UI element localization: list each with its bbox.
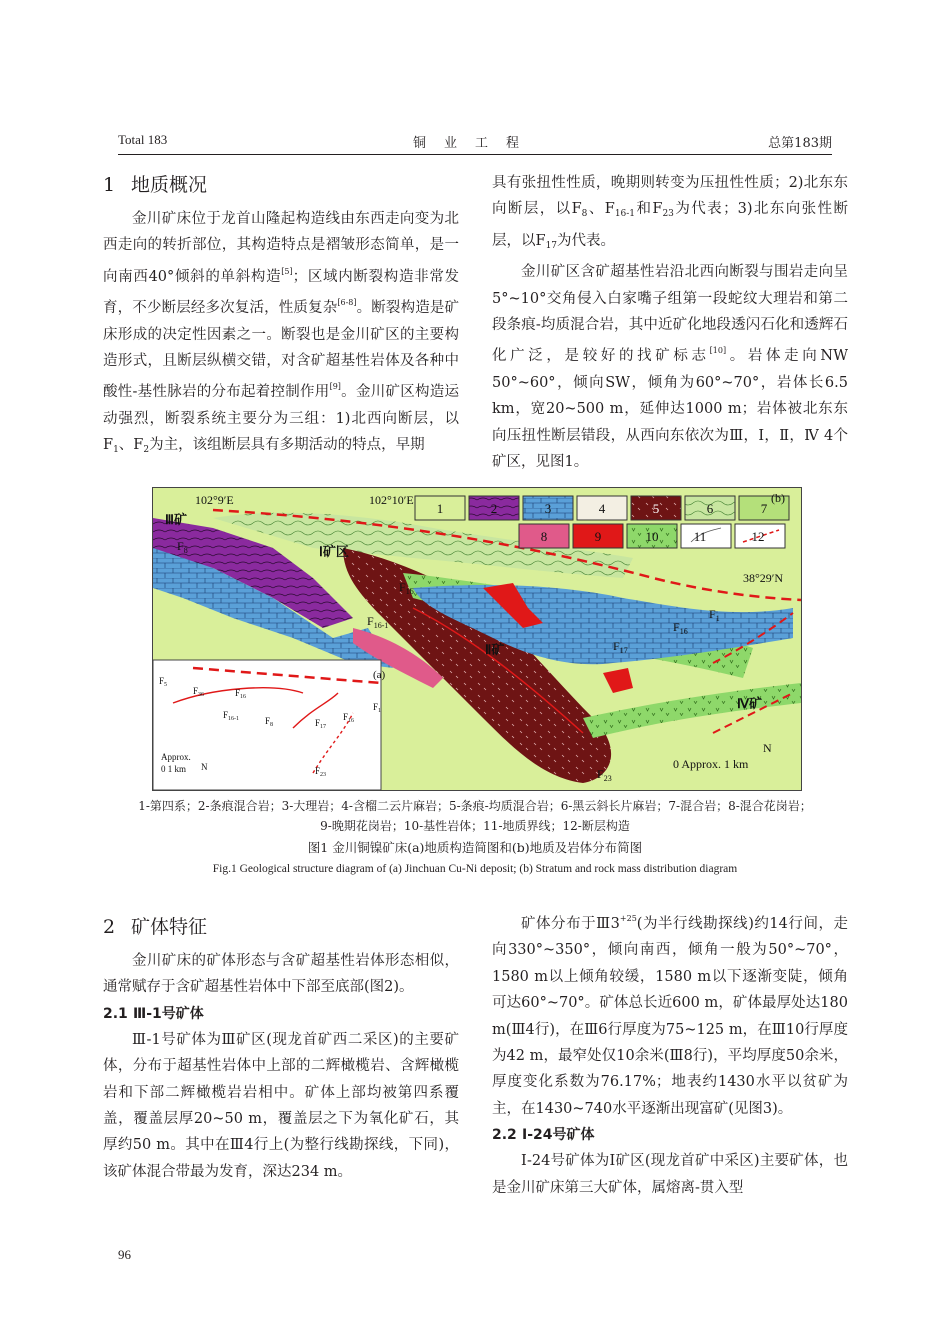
header-rule bbox=[118, 154, 832, 155]
header-issue: 总第183期 bbox=[768, 136, 832, 151]
svg-text:F36: $F_{36}$ bbox=[193, 686, 205, 698]
section-1-heading: 1 地质概况 bbox=[103, 174, 208, 196]
header-total: Total 183 bbox=[118, 132, 168, 147]
svg-text:5: 5 bbox=[652, 501, 660, 516]
para-orebody-i24: Ⅰ-24号矿体为Ⅰ矿区(现龙首矿中采区)主要矿体，也是金川矿床第三大矿体，属熔离-贯入型 bbox=[492, 1153, 848, 1196]
svg-text:3: 3 bbox=[544, 501, 552, 516]
para-rockmass: 金川矿区含矿超基性岩沿北西向断裂与围岩走向呈5°~10°交角侵入白家嘴子组第一段蛇纹大理岩和第二段条痕-均质混合岩，其中近矿化地段透闪石化和透辉石化广泛，是较好的找矿标志[10]。岩体走向NW 50°~60°，倾向SW，倾角为60°~70°，岩体长6.5 km，宽20~500 m，延伸达1000 m；岩体被北东东向压扭性断层错段，从西向东依次为Ⅲ，Ⅰ，Ⅱ，Ⅳ 4个矿区，见图1。 bbox=[492, 264, 849, 471]
svg-text:F16: $F_{16}$ bbox=[673, 620, 688, 636]
svg-text:Ⅲ矿: Ⅲ矿 bbox=[165, 512, 187, 527]
svg-text:F1: $F_1$ bbox=[373, 702, 382, 714]
left-column-top bbox=[103, 170, 459, 464]
svg-text:F23: $F_{23}$ bbox=[597, 767, 612, 783]
svg-text:F8: $F_8$ bbox=[265, 716, 274, 728]
svg-text:0 Approx. 1 km: 0 Approx. 1 km bbox=[673, 757, 749, 771]
left-column-bottom bbox=[103, 912, 459, 1185]
svg-text:2: 2 bbox=[490, 501, 498, 516]
section-2-1-heading: 2.1 Ⅲ-1号矿体 bbox=[103, 1005, 204, 1022]
svg-text:F5: $F_5$ bbox=[159, 676, 168, 688]
svg-text:9: 9 bbox=[594, 529, 602, 544]
svg-text:F17: $F_{17}$ bbox=[315, 718, 327, 730]
svg-text:38°29′N: 38°29′N bbox=[743, 571, 784, 585]
geology-map-figure bbox=[152, 487, 802, 791]
svg-text:Ⅰ矿区: Ⅰ矿区 bbox=[319, 544, 349, 559]
section-2-heading: 2 矿体特征 bbox=[103, 916, 208, 938]
right-column-top bbox=[492, 170, 848, 475]
svg-text:12: 12 bbox=[751, 529, 765, 544]
geology-map-svg bbox=[153, 488, 801, 790]
para-orebody-intro: 金川矿床的矿体形态与含矿超基性岩体形态相似，通常赋存于含矿超基性岩体中下部至底部(图2)。 bbox=[103, 953, 460, 996]
svg-text:N: N bbox=[201, 762, 208, 772]
figure-caption-cn: 图1 金川铜镍矿床(a)地质构造简图和(b)地质及岩体分布简图 bbox=[307, 840, 643, 855]
svg-text:F16: $F_{16}$ bbox=[235, 688, 247, 700]
para-geology: 金川矿床位于龙首山隆起构造线由东西走向变为北西走向的转折部位，其构造特点是褶皱形态简单，是一向南西40°倾斜的单斜构造[5]；区域内断裂构造非常发育，不少断层经多次复活，性质复杂[6-8]。断裂构造是矿床形成的决定性因素之一。断裂也是金川矿区的主要构造形式，且断层纵横交错，对含矿超基性岩体及各种中酸性-基性脉岩的分布起着控制作用[9]。金川矿区构造运动强烈，断裂系统主要分为三组：1)北西向断层，以$F_1$、$F_2$为主，该组断层具有多期活动的特点，早期 bbox=[103, 211, 460, 456]
svg-text:F16: $F_{16}$ bbox=[399, 580, 414, 596]
svg-text:F16: $F_{16}$ bbox=[343, 712, 355, 724]
svg-text:F1: $F_1$ bbox=[709, 607, 720, 623]
svg-text:0 1 km: 0 1 km bbox=[161, 764, 187, 774]
svg-text:N: N bbox=[763, 741, 772, 755]
svg-text:(b): (b) bbox=[771, 491, 785, 505]
svg-text:(a): (a) bbox=[373, 669, 386, 681]
svg-text:F17: $F_{17}$ bbox=[613, 639, 628, 655]
para-faults-cont: 具有张扭性性质，晚期则转变为压扭性性质；2)北东东向断层，以$F_8$、$F_{16-1}$和$F_{23}$为代表；3)北东向张性断层，以$F_{17}$为代表。 bbox=[492, 175, 849, 251]
svg-text:4: 4 bbox=[598, 501, 606, 516]
svg-text:Ⅳ矿: Ⅳ矿 bbox=[737, 696, 762, 711]
svg-text:102°10′E: 102°10′E bbox=[369, 493, 414, 507]
header-journal: 铜业工程 bbox=[412, 136, 537, 151]
svg-text:8: 8 bbox=[540, 529, 548, 544]
svg-text:102°9′E: 102°9′E bbox=[195, 493, 234, 507]
figure-caption-en: Fig.1 Geological structure diagram of (a) Jinchuan Cu-Ni deposit; (b) Stratum and rock mass distribution diagram bbox=[212, 863, 738, 875]
svg-text:7: 7 bbox=[760, 501, 768, 516]
section-2-2-heading: 2.2 Ⅰ-24号矿体 bbox=[492, 1127, 595, 1144]
svg-text:10: 10 bbox=[645, 529, 659, 544]
para-orebody-iii1: Ⅲ-1号矿体为Ⅲ矿区(现龙首矿西二采区)的主要矿体，分布于超基性岩体中上部的二辉橄榄岩、含辉橄榄岩和下部二辉橄榄岩岩相中。矿体上部均被第四系覆盖，覆盖层厚20~50 m，覆盖层之下为氧化矿石，其厚约50 m。其中在Ⅲ4行上(为整行线勘探线，下同)，该矿体混合带最为发育，深达234 m。 bbox=[103, 1031, 460, 1180]
svg-text:F8: $F_8$ bbox=[177, 539, 188, 555]
page-number: 96 bbox=[118, 1247, 131, 1262]
svg-text:11: 11 bbox=[693, 529, 707, 544]
svg-text:Ⅱ矿: Ⅱ矿 bbox=[485, 642, 505, 657]
svg-text:F16-1: $F_{16-1}$ bbox=[367, 614, 389, 630]
svg-text:6: 6 bbox=[706, 501, 714, 516]
legend-line-1: 1-第四系；2-条痕混合岩；3-大理岩；4-含榴二云片麻岩；5-条痕-均质混合岩；6-黑云斜长片麻岩；7-混合岩；8-混合花岗岩； bbox=[138, 799, 812, 813]
svg-text:Approx.: Approx. bbox=[161, 752, 191, 762]
para-orebody-distribution: 矿体分布于$Ⅲ3^{+25}$(为半行线勘探线)约14行间，走向330°~350°，倾向南西，倾角一般为50°~70°，1580 m以上倾角较缓，1580 m以下逐渐变陡，倾角可达60°~70°。矿体总长近600 m，矿体最厚处达180 m(Ⅲ4行)，在Ⅲ6行厚度为75~125 m，在Ⅲ10行厚度为42 m，最窄处仅10余米(Ⅲ8行)，平均厚度50余米，厚度变化系数为76.17%；地表约1430水平以贫矿为主，在1430~740水平逐渐出现富矿(见图3)。 bbox=[492, 914, 849, 1117]
right-column-bottom bbox=[492, 906, 848, 1201]
svg-text:1: 1 bbox=[436, 501, 444, 516]
running-header bbox=[118, 132, 832, 152]
svg-text:F16-1: $F_{16-1}$ bbox=[223, 710, 240, 722]
svg-text:F23: $F_{23}$ bbox=[315, 766, 327, 778]
legend-line-2: 9-晚期花岗岩；10-基性岩体；11-地质界线；12-断层构造 bbox=[320, 819, 630, 833]
